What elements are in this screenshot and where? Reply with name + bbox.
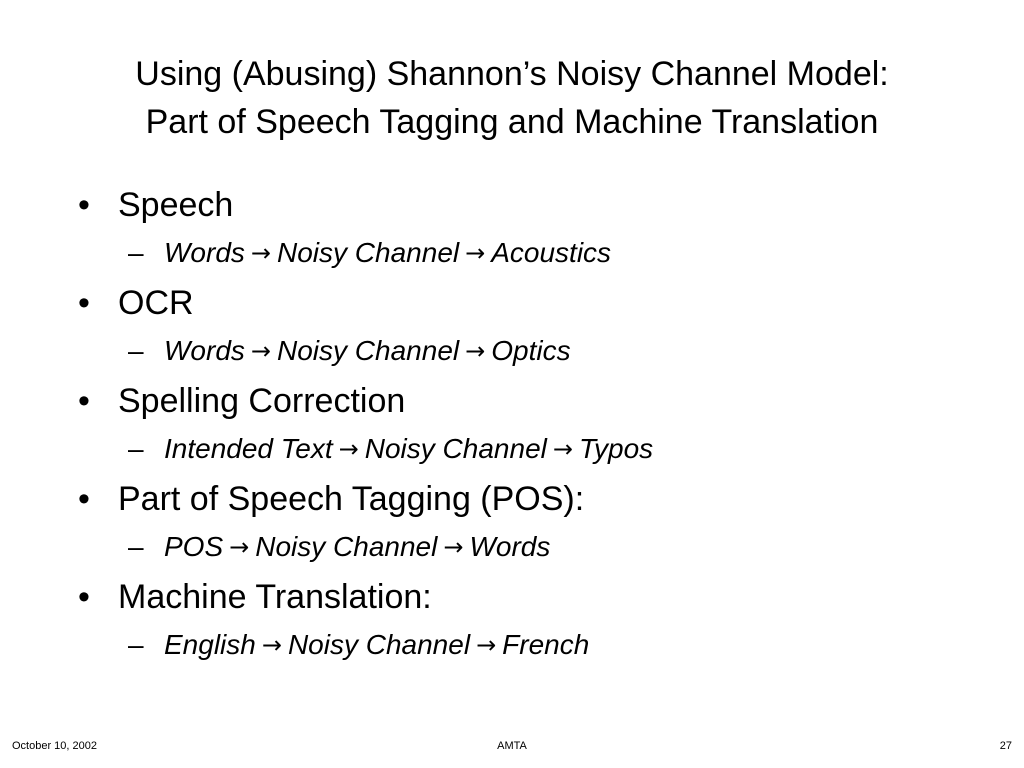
sub-bullet-text	[164, 425, 653, 473]
bullet-marker: •	[78, 480, 90, 518]
sub-from: POS	[164, 531, 224, 562]
arrow-right-icon: →	[261, 631, 282, 659]
sub-channel: Noisy Channel	[277, 237, 460, 268]
sub-channel: Noisy Channel	[287, 629, 471, 660]
arrow-right-icon: →	[465, 337, 486, 365]
bullet-item	[78, 474, 978, 523]
sub-bullet-text	[164, 327, 571, 375]
dash-marker: –	[128, 433, 144, 464]
slide-title	[40, 50, 984, 146]
sub-channel: Noisy Channel	[255, 531, 438, 562]
arrow-right-icon: →	[229, 533, 250, 561]
sub-from: Words	[164, 335, 245, 366]
bullet-list	[78, 180, 978, 670]
bullet-label: Speech	[118, 186, 234, 224]
dash-marker: –	[128, 237, 144, 268]
sub-to: French	[502, 629, 590, 660]
sub-bullet-text	[164, 621, 589, 669]
bullet-item	[78, 572, 978, 621]
footer-date: October 10, 2002	[12, 740, 98, 752]
arrow-right-icon: →	[250, 239, 272, 267]
sub-bullet-item	[78, 327, 978, 376]
bullet-item	[78, 180, 978, 229]
bullet-item	[78, 376, 978, 425]
sub-channel: Noisy Channel	[277, 335, 460, 366]
sub-to: Acoustics	[491, 237, 612, 268]
sub-bullet-item	[78, 523, 978, 572]
footer-page-number: 27	[999, 740, 1012, 752]
arrow-right-icon: →	[465, 239, 486, 267]
dash-marker: –	[128, 335, 144, 366]
dash-marker: –	[128, 629, 144, 660]
arrow-right-icon: →	[250, 337, 272, 365]
bullet-label: Spelling Correction	[118, 382, 406, 420]
bullet-marker: •	[78, 186, 90, 224]
bullet-marker: •	[78, 284, 90, 322]
sub-to: Optics	[491, 335, 571, 366]
footer-title: AMTA	[497, 740, 527, 752]
sub-channel: Noisy Channel	[364, 433, 547, 464]
bullet-label: Part of Speech Tagging (POS):	[118, 480, 585, 518]
bullet-label: Machine Translation:	[118, 578, 432, 616]
bullet-marker: •	[78, 382, 90, 420]
sub-bullet-item	[78, 425, 978, 474]
arrow-right-icon: →	[338, 435, 359, 463]
bullet-item	[78, 278, 978, 327]
bullet-marker: •	[78, 578, 90, 616]
sub-bullet-text	[164, 229, 611, 277]
sub-to: Words	[469, 531, 551, 562]
sub-from: Intended Text	[164, 433, 333, 464]
sub-bullet-item	[78, 229, 978, 278]
sub-to: Typos	[578, 433, 654, 464]
sub-from: English	[164, 629, 256, 660]
sub-bullet-text	[164, 523, 550, 571]
dash-marker: –	[128, 531, 144, 562]
title-line-2: Part of Speech Tagging and Machine Translation	[145, 103, 879, 141]
sub-bullet-item	[78, 621, 978, 670]
arrow-right-icon: →	[443, 533, 464, 561]
title-line-1: Using (Abusing) Shannon’s Noisy Channel Model:	[135, 55, 889, 93]
arrow-right-icon: →	[552, 435, 573, 463]
arrow-right-icon: →	[476, 631, 497, 659]
bullet-label: OCR	[118, 284, 194, 322]
sub-from: Words	[164, 237, 245, 268]
